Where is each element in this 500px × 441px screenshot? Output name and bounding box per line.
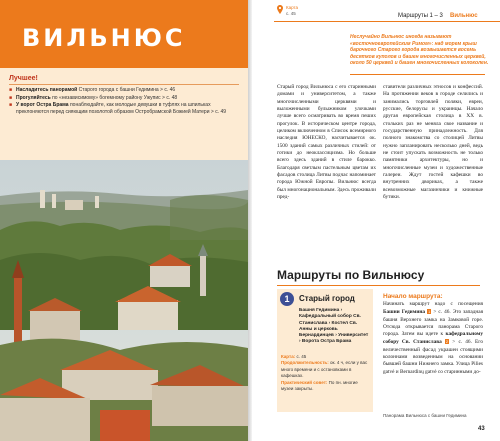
stop-tag: 2 [445, 339, 449, 345]
bullet-icon: ■ [9, 94, 13, 101]
pull-quote: Неслучайно Вильнюс иногда называют «восточноевропейским Римом»: над морем крыш барочного Старого города возвышается восемь десятков куполов и башен многочисленных церквей, около 50 церквей и башен многочисленных колоколен. [350, 34, 489, 66]
best-item-text: понаблюдайте, как молодые девушки в туфлях на шпильках преклоняются перед сияющим позолотой образом Остробрамской Божией Матери > с. 49 [16, 102, 227, 115]
routes-divider [277, 285, 480, 286]
best-item-text: Старого города с башни Гедимина > с. 46 [77, 87, 176, 93]
page-number: 43 [478, 426, 485, 432]
route-name: Старый город [299, 294, 355, 303]
best-title: Лучшее! [9, 75, 38, 82]
start-bold-part: кафедральному собору Св. Станислава [383, 331, 483, 346]
best-item-bold: Прогуляйтесь [16, 94, 51, 101]
start-text-part: > с. 46. Его величественный фасад украшен стоящими колоннами возведенным на основании бывшей башни Нижнего замка. Улица Pilies gatvė и Bernardinų gatvė со старинными до- [383, 339, 483, 375]
best-divider [9, 84, 239, 85]
route-map-value: с. 45 [295, 354, 307, 359]
stop-tag: 1 [428, 309, 431, 315]
route-stops: Башня Гедимина › Кафедральный собор Св. Станислава › Костел Св. Анны и церковь Бернардинцев › Университет › Ворота Остра Брама [299, 308, 369, 345]
route-tips-label: Практический совет: [281, 379, 328, 385]
best-item-text: по «независимому» богемному району Ужупис > с. 48 [50, 94, 178, 101]
best-item-bold: Насладитесь панорамой [16, 87, 78, 93]
route-duration-label: Продолжительность: [281, 360, 329, 366]
map-label: Карта [286, 5, 299, 10]
header-divider [274, 21, 500, 22]
vilnius-panorama-photo [0, 160, 248, 441]
routes-heading: Маршруты по Вильнюсу [277, 268, 425, 282]
running-header-section: Вильнюс [450, 13, 478, 19]
best-item [9, 95, 241, 102]
route-duration-value: ок. 4 ч, если у вас много времени и с остановками в кафешках. [281, 360, 368, 379]
best-item [9, 102, 241, 115]
bullet-icon: ■ [9, 87, 13, 93]
running-header-title: Маршруты 1 – 3 [398, 13, 443, 19]
route-start-title: Начало маршрута: [383, 293, 443, 300]
start-text-part: Начинать маршрут надо с посещения [383, 301, 483, 307]
start-bold-part: Башни Гедимина [383, 309, 426, 316]
body-column-1: Старый город Вильнюса с его старинными домами и университетом, а также многочисленными церквями и выложенными булыжником улочками лучше всего осматривать во время пеших прогулок. В историческом центре города, целиком включенном в Список всемирного наследия ЮНЕСКО, насчитывается ок. 1500 зданий самых различных стилей: от готики до неоклассицизма. Но больше всего здесь зданий в стиле барокко. Благодаря светлым пастельным цветам их фасадов столица Литвы подчас напоминает города Южной Европы. Вильнюс всегда был многонациональным. Здесь проживали пред- [277, 84, 376, 201]
route-tips-value: По пн. многие музеи закрыты. [281, 379, 358, 392]
photo-caption: Панорама Вильнюса с башни Гедимина [383, 413, 467, 418]
start-text-part: > с. 46. Это западная башня Верхнего замка на Замковой горе. Отсюда открывается панорама Старого города. Затем вы идете к [383, 309, 484, 338]
page-title: ВИЛЬНЮС [22, 24, 186, 52]
best-item [9, 87, 241, 94]
route-duration-line [281, 360, 371, 379]
bullet-icon: ■ [9, 102, 13, 109]
best-list [9, 87, 241, 116]
route-meta [281, 354, 371, 392]
body-column-2: ставители различных этносов и конфессий. На протяжении веков в городе селились и занимались торговлей поляки, евреи, русские, белорусы и украинцы. Начало другая европейская столица в XX в. стольких раз не меняла свое название и государственную принадлежность. Для полного знакомства со столицей Литвы нужно запланировать несколько дней, ведь не стоит упускать возможность не только памятники архитектуры, но и многочисленные музеи и художественные галереи. Ждут гостей кафешки во внутренних двориках, а также всевозможные магазинчики и книжные бутики. [383, 84, 483, 201]
route-tips-line [281, 380, 371, 393]
best-item-bold: У ворот Остра Брама [16, 102, 69, 109]
route-number-badge: 1 [280, 292, 294, 306]
map-pin-icon [277, 5, 283, 14]
map-page-ref: с. 45 [286, 11, 296, 16]
quote-divider [350, 74, 485, 75]
route-map-label: Карта: [281, 354, 296, 359]
route-start-text [383, 301, 483, 376]
